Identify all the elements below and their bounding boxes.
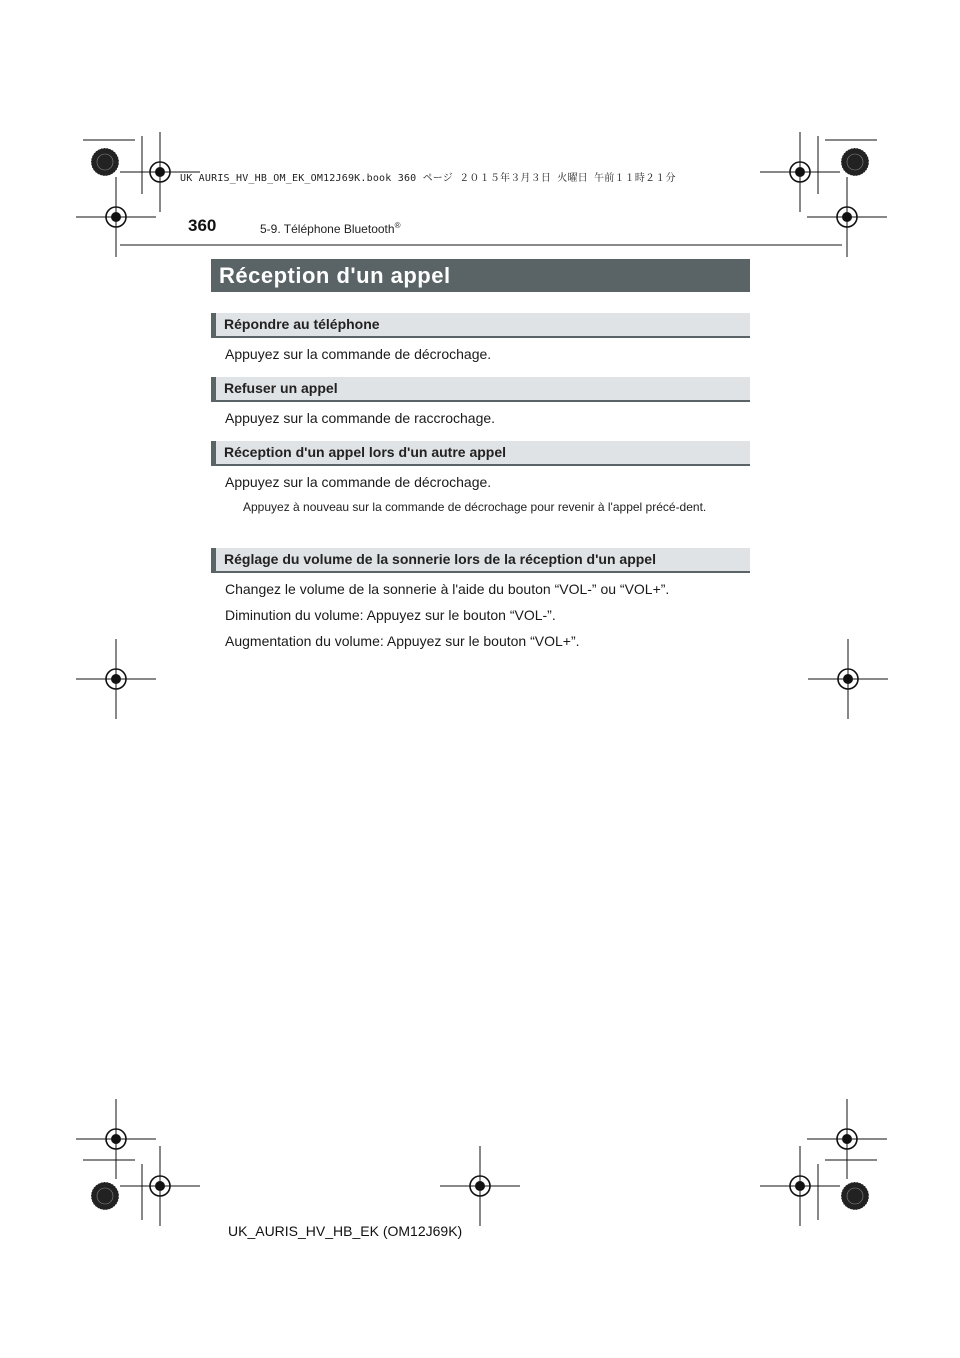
starburst-mark-icon [91, 148, 119, 176]
starburst-mark-icon [91, 1182, 119, 1210]
paragraph-ring-volume: Changez le volume de la sonnerie à l'aide du bouton “VOL-” ou “VOL+”. [225, 581, 670, 597]
registration-mark-icon [808, 639, 888, 719]
subheading-reject-call: Refuser un appel [211, 377, 750, 402]
registered-trademark: ® [394, 221, 401, 230]
subheading-call-waiting: Réception d'un appel lors d'un autre appel [211, 441, 750, 466]
starburst-mark-icon [841, 148, 869, 176]
subheading-ring-volume: Réglage du volume de la sonnerie lors de la réception d'un appel [211, 548, 750, 573]
registration-mark-icon [76, 1099, 156, 1179]
registration-mark-icon [760, 1146, 840, 1226]
section-title [260, 221, 400, 236]
header-divider [120, 244, 842, 246]
registration-mark-icon [120, 1146, 200, 1226]
file-info-line: UK AURIS_HV_HB_OM_EK_OM12J69K.book 360 ページ ２０１５年３月３日 火曜日 午前１１時２１分 [180, 173, 676, 184]
section-title-text: 5-9. Téléphone Bluetooth [260, 222, 395, 236]
paragraph-answer-call: Appuyez sur la commande de décrochage. [225, 346, 492, 362]
paragraph-reject-call: Appuyez sur la commande de raccrochage. [225, 410, 496, 426]
registration-mark-icon [76, 639, 156, 719]
paragraph-volume-up: Augmentation du volume: Appuyez sur le bouton “VOL+”. [225, 633, 580, 649]
page-title: Réception d'un appel [211, 259, 750, 292]
paragraph-call-waiting: Appuyez sur la commande de décrochage. [225, 474, 492, 490]
starburst-mark-icon [841, 1182, 869, 1210]
registration-mark-icon [807, 1099, 887, 1179]
page-number: 360 [188, 216, 217, 235]
registration-mark-icon [440, 1146, 520, 1226]
registration-mark-icon [760, 132, 840, 212]
footer-model-code: UK_AURIS_HV_HB_EK (OM12J69K) [228, 1223, 463, 1239]
subheading-answer-call: Répondre au téléphone [211, 313, 750, 338]
paragraph-volume-down: Diminution du volume: Appuyez sur le bouton “VOL-”. [225, 607, 556, 623]
note-call-waiting: Appuyez à nouveau sur la commande de décrochage pour revenir à l'appel précé-dent. [243, 500, 707, 514]
